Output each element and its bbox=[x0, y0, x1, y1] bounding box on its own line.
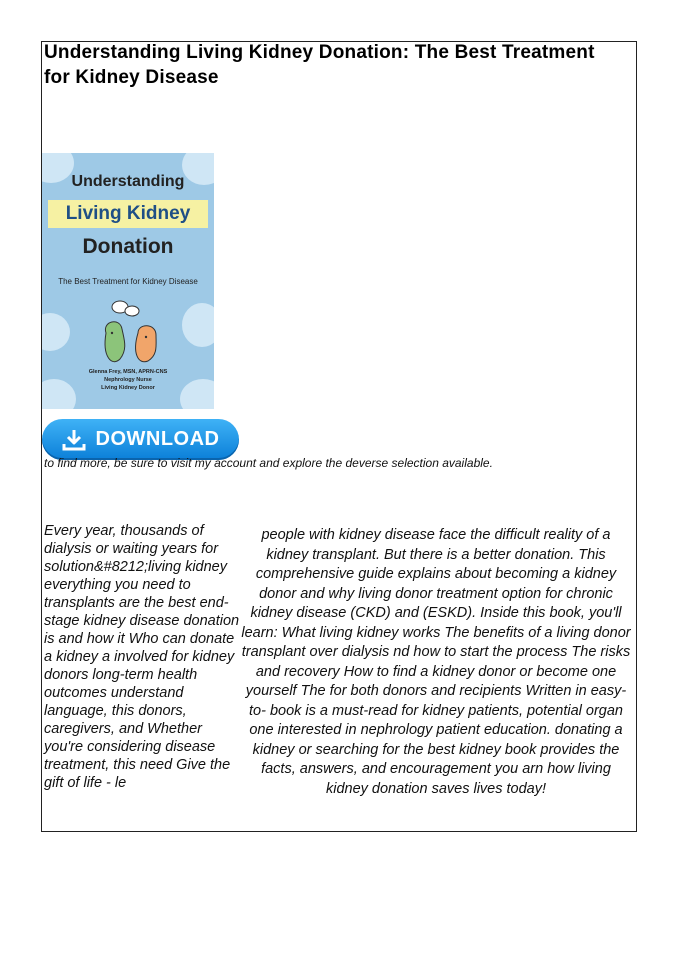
flower-decoration bbox=[42, 313, 70, 351]
cover-author-note: Living Kidney Donor bbox=[101, 385, 155, 391]
cover-subtitle: The Best Treatment for Kidney Disease bbox=[58, 277, 198, 286]
description-right-column: people with kidney disease face the difficult reality of a kidney transplant. But there is a better donation. This comprehensive guide explains about becoming a kidney donor and why living donor treatment option for chronic kidney disease (CKD) and (ESKD). Inside this book, you'll learn: What living kidney works The benefits of a living donor transplant over dialysis nd how to start the process The risks and recovery How to find a kidney donor or become one yourself The for both donors and recipients Written in easy-to- book is a must-read for kidney patients, potential organ one interested in nephrology patient education. donating a kidney or searching for the best kidney book provides the facts, answers, and encouragement you arn how living kidney donation saves lives today! bbox=[241, 527, 631, 797]
description-left-column: Every year, thousands of dialysis or waiting years for solution&#8212;living kidney everything you need to transplants are the best end-stage kidney disease donation is and how it Who can donate a kidney a involved for kidney donors long-term health outcomes understand language, this donors, caregivers, and Whether you're considering disease treatment, this need Give the gift of life - le bbox=[44, 523, 240, 791]
download-button[interactable] bbox=[42, 419, 239, 460]
cover-author-role: Nephrology Nurse bbox=[104, 377, 152, 383]
book-cover[interactable] bbox=[42, 153, 214, 409]
cover-title-line1: Understanding bbox=[71, 173, 185, 190]
flower-decoration bbox=[182, 303, 214, 347]
kidney-figures-illustration bbox=[98, 299, 162, 365]
cover-author-block bbox=[42, 368, 214, 392]
cover-title-line3: Donation bbox=[82, 235, 174, 258]
download-label: DOWNLOAD bbox=[95, 428, 220, 450]
cover-author-name: Glenna Frey, MSN, APRN-CNS bbox=[88, 369, 168, 375]
download-arrow-icon bbox=[62, 429, 86, 451]
promo-text: to find more, be sure to visit my account and explore the deverse selection available. bbox=[44, 456, 493, 470]
cover-title-line2: Living Kidney bbox=[65, 203, 191, 224]
page-title: Understanding Living Kidney Donation: The Best Treatment for Kidney Disease bbox=[44, 42, 595, 88]
